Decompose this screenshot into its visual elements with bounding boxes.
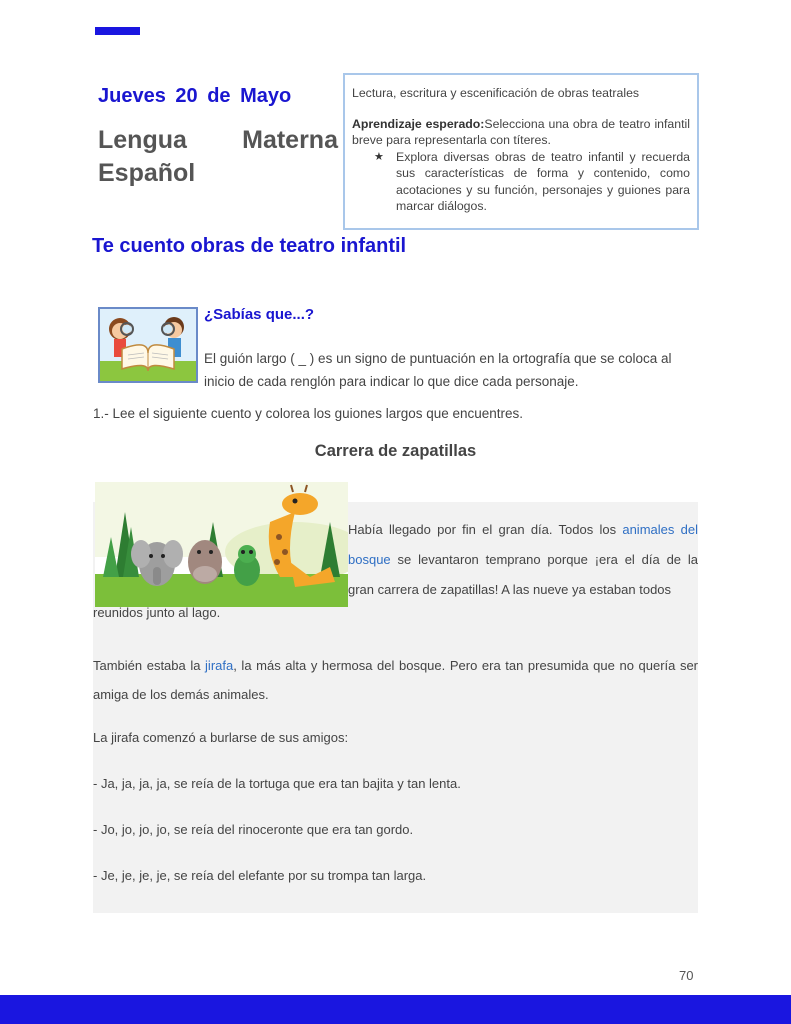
story-paragraph-3: La jirafa comenzó a burlarse de sus amigos: (93, 730, 349, 745)
page-number: 70 (679, 968, 694, 983)
story-paragraph-1-end: reunidos junto al lago. (93, 605, 221, 620)
subject-word-3: Español (98, 159, 196, 187)
subject-word-1: Lengua (98, 126, 187, 154)
dialogue-line: - Jo, jo, jo, jo, se reía del rinoceronte que era tan gordo. (93, 822, 414, 837)
did-you-know-text: El guión largo ( _ ) es un signo de puntuación en la ortografía que se coloca al inicio de cada renglón para indicar lo que dice cada personaje. (204, 351, 672, 389)
topic-text: Lectura, escritura y escenificación de obras teatrales (352, 86, 640, 100)
subject-word-2: Materna (242, 126, 338, 154)
instruction-text: 1.- Lee el siguiente cuento y colorea los guiones largos que encuentres. (93, 406, 524, 421)
story-p2-part-a: También estaba la (93, 658, 206, 673)
subject-title (98, 124, 338, 190)
story-p1-part-a: Había llegado por fin el gran día. Todos los (348, 522, 623, 537)
learning-info-box (343, 73, 699, 230)
story-p2-part-b: , la más alta y hermosa del bosque. Pero era tan presumida que no quería ser amiga de los demás animales. (93, 658, 699, 702)
story-paragraph-1 (348, 515, 698, 605)
dialogue-line: - Je, je, je, je, se reía del elefante por su trompa tan larga. (93, 868, 427, 883)
story-title: Carrera de zapatillas (314, 442, 477, 460)
forest-animals-illustration (95, 482, 348, 607)
top-accent-bar (95, 27, 140, 35)
star-icon: ★ (374, 150, 384, 163)
jirafa-link[interactable]: jirafa (205, 658, 234, 673)
expected-learning-text: Selecciona una obra de teatro infantil breve para representarla con títeres. (352, 116, 690, 147)
learning-bullet (352, 149, 690, 215)
story-paragraph-2 (93, 651, 698, 709)
story-p1-part-b: se levantaron temprano porque ¡era el día de la gran carrera de zapatillas! A las nueve ya estaban todos (348, 552, 698, 597)
expected-learning (352, 116, 690, 149)
animales-link[interactable]: animales del bosque (348, 522, 698, 567)
bottom-accent-bar (0, 995, 791, 1024)
did-you-know-title: ¿Sabías que...? (204, 306, 315, 323)
section-title: Te cuento obras de teatro infantil (92, 235, 407, 257)
expected-learning-label: Aprendizaje esperado: (352, 116, 485, 131)
dialogue-line: - Ja, ja, ja, ja, se reía de la tortuga que era tan bajita y tan lenta. (93, 776, 461, 791)
date-heading: Jueves 20 de Mayo (98, 85, 292, 107)
bullet-text: Explora diversas obras de teatro infantil y recuerda sus características de forma y contenido, como acotaciones y su función, personajes y guiones para marcar diálogos. (396, 149, 690, 213)
kids-reading-illustration (98, 307, 198, 383)
